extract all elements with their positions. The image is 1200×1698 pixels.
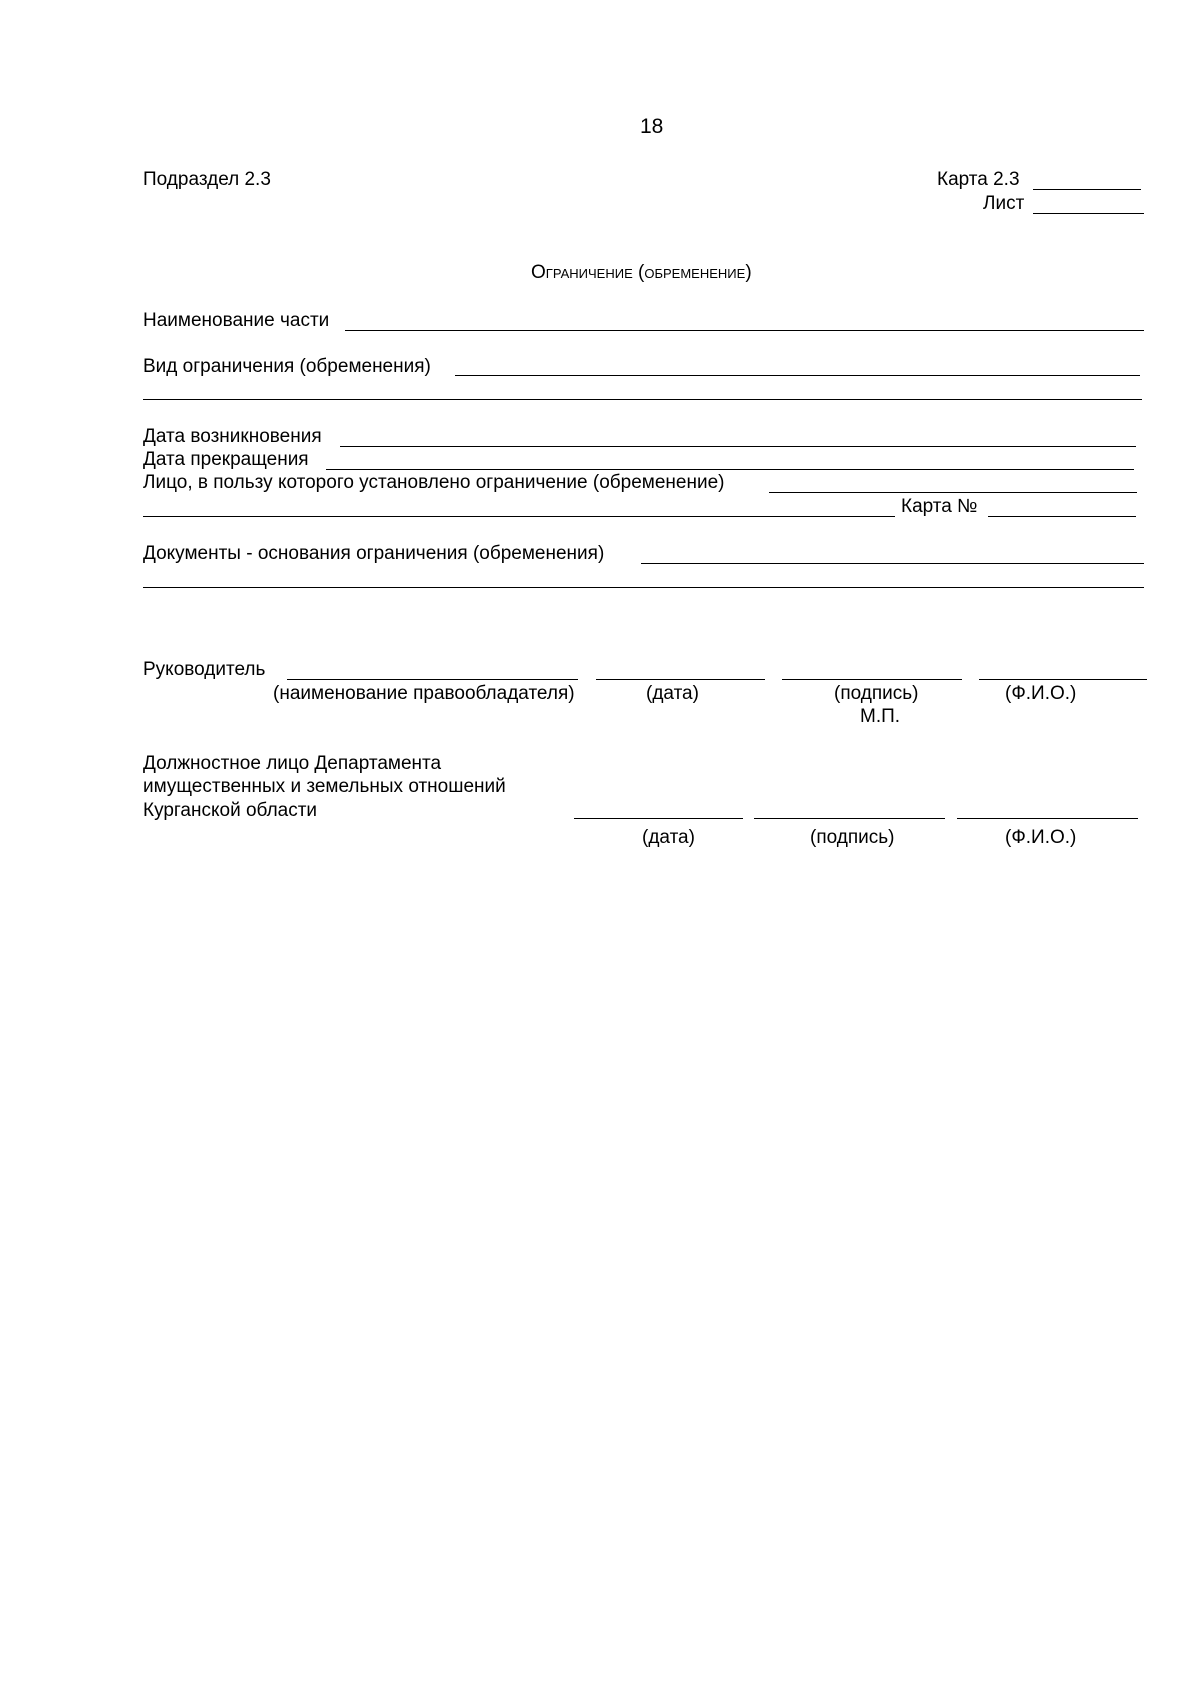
official-line-1: Должностное лицо Департамента — [143, 753, 442, 774]
official-fio-line[interactable] — [957, 818, 1138, 819]
official-line-2: имущественных и земельных отношений — [143, 776, 506, 797]
head-date-caption: (дата) — [646, 683, 699, 704]
head-fio-caption: (Ф.И.О.) — [1005, 683, 1077, 704]
documents-line[interactable] — [641, 563, 1144, 564]
stamp-label: М.П. — [860, 706, 901, 727]
restriction-type-label: Вид ограничения (обременения) — [143, 356, 431, 377]
head-signature-line[interactable] — [782, 679, 962, 680]
beneficiary-line[interactable] — [769, 492, 1137, 493]
head-fio-line[interactable] — [979, 679, 1147, 680]
documents-line-2[interactable] — [143, 587, 1144, 588]
card-number-line[interactable] — [1033, 189, 1141, 190]
sheet-label: Лист — [983, 193, 1025, 214]
official-signature-caption: (подпись) — [810, 827, 895, 848]
end-date-line[interactable] — [326, 469, 1134, 470]
card-no-line[interactable] — [988, 516, 1136, 517]
beneficiary-line-2[interactable] — [143, 516, 895, 517]
restriction-type-line-2[interactable] — [143, 399, 1142, 400]
official-signature-line[interactable] — [754, 818, 945, 819]
page-number: 18 — [640, 115, 664, 138]
end-date-label: Дата прекращения — [143, 449, 309, 470]
part-name-label: Наименование части — [143, 310, 330, 331]
head-signature-caption: (подпись) — [834, 683, 919, 704]
form-title: Ограничение (обременение) — [531, 262, 752, 283]
official-line-3: Курганской области — [143, 800, 318, 821]
official-fio-caption: (Ф.И.О.) — [1005, 827, 1077, 848]
part-name-line[interactable] — [345, 330, 1144, 331]
official-date-line[interactable] — [574, 818, 743, 819]
card-number-label: Карта 2.3 — [937, 169, 1020, 190]
documents-label: Документы - основания ограничения (обременения) — [143, 543, 605, 564]
beneficiary-label: Лицо, в пользу которого установлено ограничение (обременение) — [143, 472, 725, 493]
owner-name-caption: (наименование правообладателя) — [273, 683, 575, 704]
owner-name-line[interactable] — [287, 679, 578, 680]
start-date-line[interactable] — [340, 446, 1136, 447]
sheet-line[interactable] — [1033, 213, 1144, 214]
restriction-type-line[interactable] — [455, 375, 1140, 376]
card-no-label: Карта № — [901, 496, 978, 517]
head-label: Руководитель — [143, 659, 266, 680]
subsection-label: Подраздел 2.3 — [143, 169, 271, 190]
head-date-line[interactable] — [596, 679, 765, 680]
official-date-caption: (дата) — [642, 827, 695, 848]
start-date-label: Дата возникновения — [143, 426, 322, 447]
